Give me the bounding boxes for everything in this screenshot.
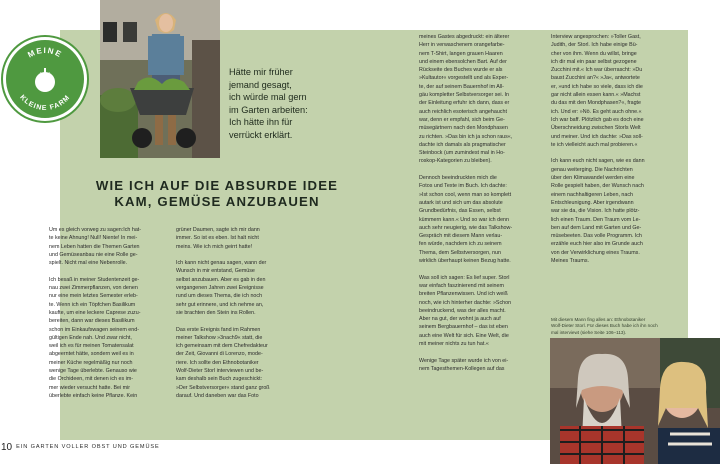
body-text-line: fen würde, nachdem ich zu seinem — [419, 241, 502, 248]
body-text-line: sehr gut erinnere, und ich nehme an, — [176, 301, 264, 308]
body-text-line: te, der auf seinem Bauernhof im All- — [419, 83, 504, 90]
body-text-line: gar nicht allein essen kann.« »Machst — [551, 92, 641, 99]
body-text-line: der Einleitung erfuhr ich dann, dass er — [419, 100, 510, 107]
storl-and-author-photo — [550, 338, 720, 464]
body-text-line: abgeerntet hätte, sondern weil es in — [49, 351, 134, 358]
body-text-line: dachte ich damals als pragmatischer — [419, 141, 506, 148]
caption-line: Wolf-Dieter Storl. Für dieses Buch habe ich ihn noch — [551, 323, 658, 329]
body-paragraph — [49, 226, 167, 267]
body-text-line: autark ist und sich um das absolute — [419, 199, 503, 206]
pull-quote-line: im Garten arbeiten: — [229, 104, 308, 115]
chapter-headline — [60, 178, 374, 209]
body-text-line: nem Tagesthemen-Kollegen auf das — [419, 365, 505, 372]
body-text-line: war, denn er empfahl, sich beim Ge- — [419, 116, 505, 123]
body-text-line: Zucchini mit.« Ich war überrascht: »Du — [551, 67, 643, 74]
body-paragraph — [176, 259, 294, 317]
body-text-line: weil ich es für meinen Tomatensalat — [49, 343, 134, 350]
body-text-line: auch eine Welt für sich. Eine Welt, die — [419, 332, 509, 339]
body-text-line: über den Klimawandel werden eine — [551, 175, 635, 182]
text-column-3 — [419, 33, 539, 381]
body-paragraph — [419, 33, 539, 166]
body-text-line: Rolle gespielt haben, der Wunsch nach — [551, 183, 644, 190]
body-text-line: Wunsch in mir entstand, Gemüse — [176, 268, 255, 275]
body-text-line: baust Zucchini an?« »Ja«, antwortete — [551, 75, 640, 82]
body-text-line: erzähle euch hier also im Grunde auch — [551, 241, 643, 248]
body-text-line: spielt. Nicht mal eine Nebenrolle. — [49, 260, 128, 267]
body-text-line: Überschneidung zwischen Storls Welt — [551, 125, 641, 132]
page-footer — [1, 440, 160, 454]
pull-quote-line: Ich hätte ihn für — [229, 117, 293, 127]
body-text-line: meins. Wie ich mich geirrt hatte! — [176, 243, 253, 250]
body-text-line: der Zeit, Giovanni di Lorenzo, mode- — [176, 351, 263, 358]
caption-line: Mit diesem Mann fing alles an: Ethnobotaniker — [551, 317, 646, 322]
body-text-line: Wolf-Dieter Storl interviewen und be- — [176, 368, 264, 375]
body-text-line: »Ist schon cool, wenn man so komplett — [419, 191, 512, 198]
body-paragraph — [49, 276, 167, 400]
body-paragraph — [419, 274, 539, 349]
body-text-line: grüner Daumen, sagte ich mir dann — [176, 227, 260, 233]
body-text-line: kümmern kann.« Und so war ich denn — [419, 216, 509, 223]
body-text-line: Ich kann euch nicht sagen, wie es dann — [551, 158, 645, 165]
headline-line: WIE ICH AUF DIE ABSURDE IDEE — [95, 178, 339, 193]
photo-caption — [551, 317, 671, 336]
body-text-line: du das mit den Mondphasen?«, fragte — [551, 100, 642, 107]
body-text-line: sie brachten den Stein ins Rollen. — [176, 309, 256, 316]
body-text-line: cher von ihm. Wenn du willst, bringe — [551, 50, 637, 57]
body-text-line: schon im Einkaufswagen seinem end- — [49, 326, 140, 333]
body-text-line: einem nachhaltigeren Leben, nach — [551, 191, 633, 198]
body-text-line: müsebeeten. Das volle Programm. Ich — [551, 233, 642, 240]
body-paragraph — [419, 174, 539, 265]
caption-line: mal interviewt (siehe Seite 106–113). — [551, 329, 627, 335]
body-text-line: Was soll ich sagen: Es lief super. Storl — [419, 274, 510, 281]
body-text-line: Wenige Tage später wurde ich von ei- — [419, 357, 509, 364]
body-text-line: von der Verwirklichung eines Traums. — [551, 249, 640, 256]
body-text-line: Rückseite des Buches wurde er als — [419, 67, 503, 74]
body-text-line: wirklich überhaupt keinen Bezug hatte. — [419, 258, 511, 265]
body-text-line: meiner Talkshow »3nach9« statt, die — [176, 334, 263, 341]
body-text-line: Gespräch mit diesem Mann verlau- — [419, 233, 503, 240]
body-text-line: auch sehr neugierig, wie das Talkshow- — [419, 224, 513, 231]
text-column-2 — [176, 226, 294, 409]
body-text-line: müsegärtnern nach den Mondphasen — [419, 125, 508, 132]
body-text-line: nau zwei Zimmerpflanzen, von denen — [49, 285, 138, 292]
body-text-line: Fotos und Texte im Buch. Ich dachte: — [419, 183, 507, 190]
body-text-line: Grundbedürfnis, das Essen, selbst — [419, 208, 501, 215]
gardener-wheelbarrow-photo — [100, 0, 220, 158]
body-paragraph — [176, 326, 294, 401]
body-text-line: Das erste Ereignis fand im Rahmen — [176, 326, 261, 333]
body-text-line: Ich kann nicht genau sagen, wann der — [176, 260, 267, 267]
body-text-line: ben auf dem Land mit Garten und Ge- — [551, 224, 642, 231]
body-text-line: vergangenen Jahren zwei Ereignisse — [176, 285, 264, 292]
running-title: EIN GARTEN VOLLER OBST UND GEMÜSE — [16, 444, 160, 450]
meine-kleine-farm-badge — [3, 37, 87, 121]
body-text-line: »Kultautor« vorgestellt und als Exper- — [419, 75, 509, 82]
body-text-line: Ich besaß in meiner Studentenzeit ge- — [49, 276, 140, 283]
body-text-line: zu richten. »Das bin ich ja schon raus«, — [419, 133, 513, 140]
body-text-line: riere. Ich sollte den Ethnobotaniker — [176, 359, 259, 366]
body-text-line: meines Gastes abgedruckt: ein älterer — [419, 34, 510, 40]
body-text-line: die Orchideen, mit denen ich es im- — [49, 376, 134, 383]
body-text-line: lich einen Traum. Den Traum vom Le- — [551, 216, 641, 223]
body-text-line: Aber na gut, der wohnt ja auch auf — [419, 316, 501, 323]
body-text-line: kaufte, um eine leckere Caprese zuzu- — [49, 309, 141, 316]
body-text-line: meiner Küche regelmäßig nur noch — [49, 359, 133, 366]
body-text-line: ich gemeinsam mit dem Chefredakteur — [176, 343, 268, 350]
body-text-line: genau weiterging. Die Nachrichten — [551, 166, 633, 173]
body-text-line: breiten Pflanzenwissen. Und ich weiß — [419, 291, 508, 298]
body-paragraph — [176, 226, 294, 251]
body-text-line: roskop-Kategorien zu bleiben). — [419, 158, 492, 165]
pull-quote-line: verrückt erklärt. — [229, 129, 293, 140]
body-text-line: darauf. Und daneben war das Foto — [176, 392, 259, 399]
body-paragraph — [551, 33, 675, 149]
body-text-line: »Der Selbstversorger« stand ganz groß — [176, 384, 270, 391]
body-text-line: Ich war baff. Plötzlich gab es doch eine — [551, 116, 644, 123]
headline-line: KAM, GEMÜSE ANZUBAUEN — [114, 193, 320, 209]
body-text-line: und Gemüseanbau nie eine Rolle ge- — [49, 251, 138, 258]
body-text-line: te. Wenn ich ein Töpfchen Basilikum — [49, 301, 136, 308]
pull-quote-line: jemand gesagt, — [229, 79, 292, 90]
body-text-line: war sie da, die Vision. Ich hatte plötz- — [551, 208, 640, 215]
pull-quote-line: Hätte mir früher — [229, 67, 293, 77]
body-text-line: Judith, der Storl. Ich habe einige Bü- — [551, 42, 638, 49]
body-text-line: ich dir mal ein paar selbst gezogene — [551, 58, 637, 65]
body-text-line: auch reichlich esoterisch angehaucht — [419, 108, 507, 115]
body-text-line: nur eine mein letztes Semester erleb- — [49, 293, 138, 300]
badge-top-text: MEINE — [26, 45, 64, 60]
body-paragraph — [551, 157, 675, 265]
body-text-line: ich. Und er: »Nö. Es geht auch ohne.« — [551, 108, 642, 115]
body-text-line: überlebte einfach keine Pflanze. Kein — [49, 392, 138, 399]
pull-quote-line: ich würde mal gern — [229, 92, 307, 102]
body-text-line: Entschleunigung. Aber irgendwann — [551, 199, 634, 206]
body-text-line: und meiner. Und ich dachte: »Das soll- — [551, 133, 643, 140]
body-text-line: war einfach faszinierend mit seinem — [419, 282, 504, 289]
body-text-line: kam deshalb sein Buch zugeschickt: — [176, 376, 263, 383]
body-text-line: Um es gleich vorweg zu sagen:Ich hat- — [49, 227, 142, 233]
body-text-line: beeindruckend, was der alles macht. — [419, 307, 506, 314]
body-text-line: Meines Traums. — [551, 258, 590, 265]
badge-bottom-text: KLEINE FARM — [18, 93, 72, 113]
body-text-line: Herr in verwaschenem orangefarbe- — [419, 42, 505, 49]
body-text-line: nem Leben hatten die Themen Garten — [49, 243, 140, 250]
body-text-line: und einem ebensolchen Bart. Auf der — [419, 58, 507, 65]
body-text-line: te ich vielleicht auch mal probieren.« — [551, 141, 638, 148]
pull-quote — [229, 66, 329, 141]
body-text-line: mer wieder versucht hatte. Bei mir — [49, 384, 131, 391]
body-text-line: noch, wie ich hinterher dachte: »Schon — [419, 299, 512, 306]
body-text-line: er, »und ich habe so viele, dass ich die — [551, 83, 643, 90]
body-text-line: rund um dieses Thema, die ich noch — [176, 293, 263, 300]
body-text-line: Dennoch beeindruckten mich die — [419, 175, 497, 182]
body-text-line: wenige Tage überlebte. Genauso wie — [49, 368, 137, 375]
body-text-line: te keine Ahnung! Null! Niente! In mei- — [49, 235, 138, 242]
body-text-line: mit meiner nichts zu tun hat.« — [419, 340, 489, 347]
svg-text:KLEINE FARM — [18, 94, 72, 112]
tomato-icon — [35, 68, 55, 92]
body-text-line: Steinbock (um zumindest mal in Ho- — [419, 150, 505, 157]
page-number: 10 — [1, 441, 13, 453]
body-text-line: bereiten, dann war dieses Basilikum — [49, 318, 135, 325]
body-text-line: Thema, dem Selbstversorgen, nun — [419, 249, 501, 256]
body-text-line: immer. So ist es eben. Ist halt nicht — [176, 235, 259, 242]
text-column-1 — [49, 226, 167, 409]
text-column-4 — [551, 33, 675, 274]
body-text-line: seinem Bergbauernhof – das ist eben — [419, 324, 508, 331]
body-text-line: gültigen Ende nah. Und zwar nicht, — [49, 334, 132, 341]
body-text-line: Interview angesprochen: »Toller Gast, — [551, 34, 641, 40]
body-paragraph — [419, 357, 539, 374]
body-text-line: selbst anzubauen. Aber es gab in den — [176, 276, 266, 283]
body-text-line: gäu kompletter Selbstversorger sei. In — [419, 92, 509, 99]
body-text-line: nem T-Shirt, langen grauen Haaren — [419, 50, 503, 57]
svg-text:MEINE — [26, 46, 64, 60]
